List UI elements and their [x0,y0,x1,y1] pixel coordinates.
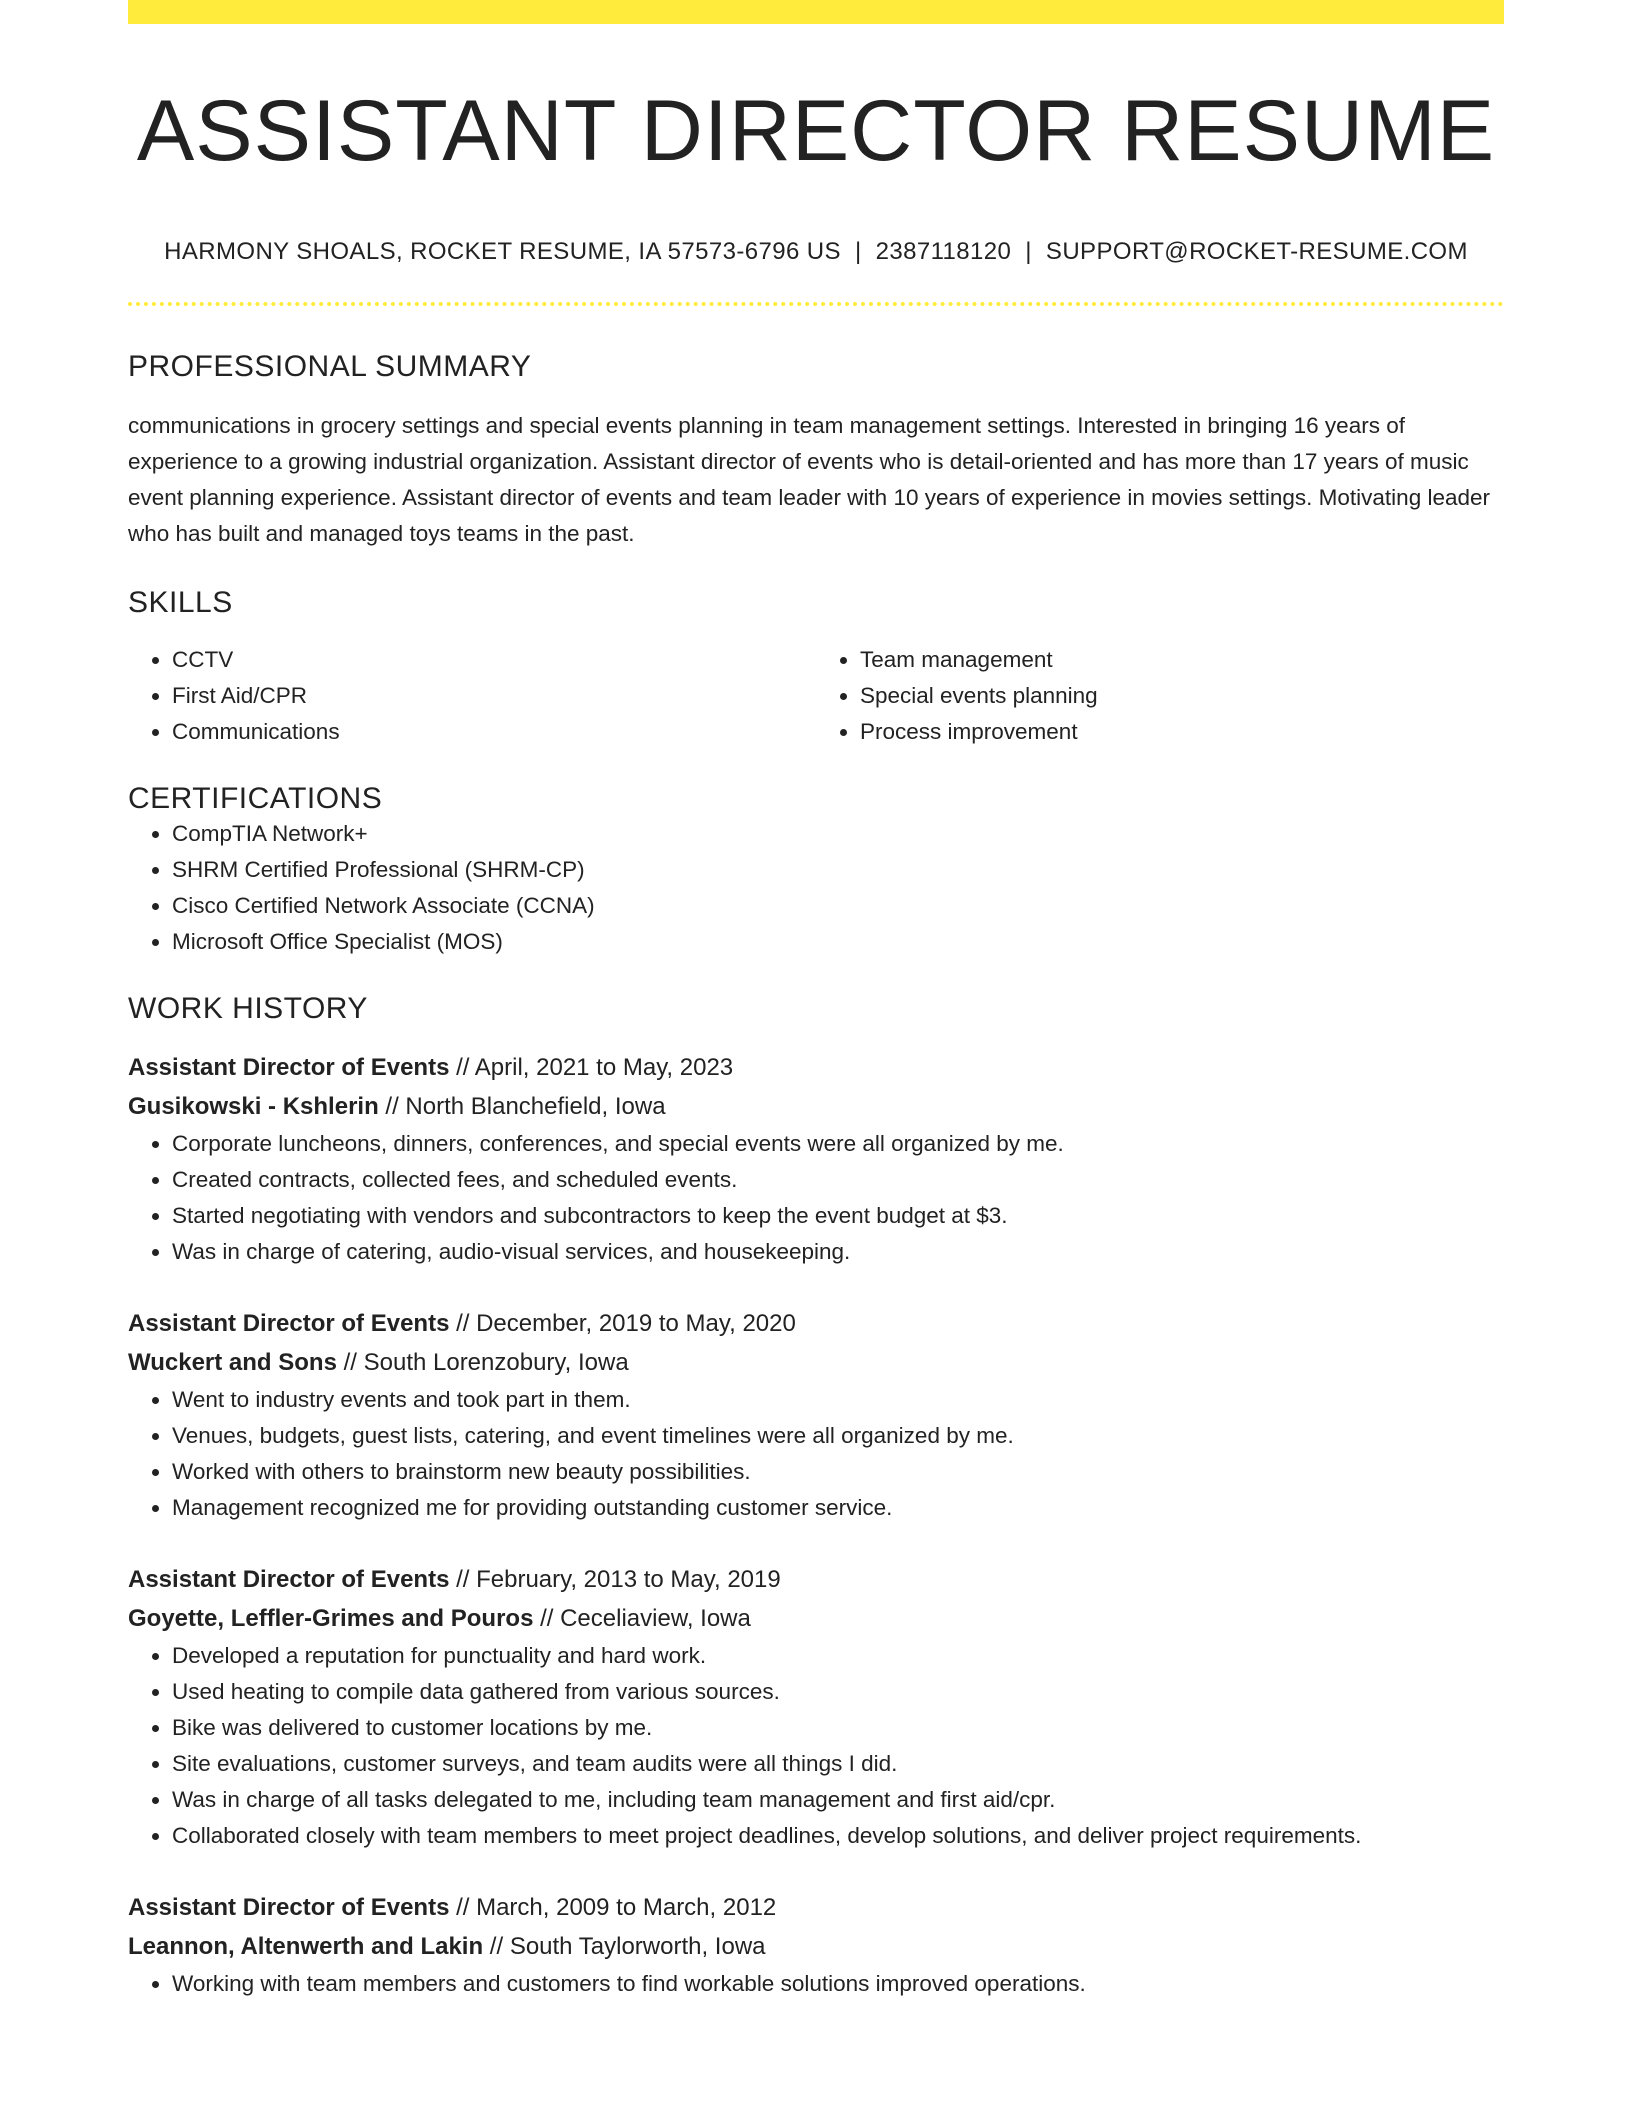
certification-item: • SHRM Certified Professional (SHRM-CP) [172,852,1504,888]
skills-heading: SKILLS [128,586,233,620]
certification-item: • Microsoft Office Specialist (MOS) [172,924,1504,960]
work-history-heading: WORK HISTORY [128,992,368,1026]
skill-item: • First Aid/CPR [172,678,816,714]
job-entry [128,1048,1504,1270]
job-title-line [128,1888,1504,1927]
job-bullet: • Created contracts, collected fees, and scheduled events. [172,1162,1504,1198]
job-bullet: • Worked with others to brainstorm new beauty possibilities. [172,1454,1504,1490]
certification-item: • Cisco Certified Network Associate (CCNA) [172,888,1504,924]
job-company: Gusikowski - Kshlerin [128,1093,379,1121]
job-company-line [128,1087,1504,1126]
skills-list-right [816,642,1504,750]
contact-separator: | [1025,238,1032,266]
job-company-line [128,1343,1504,1382]
resume-page [128,0,1504,2002]
dotted-divider [128,302,1504,306]
contact-email: SUPPORT@ROCKET-RESUME.COM [1045,238,1468,266]
certification-item: • CompTIA Network+ [172,816,1504,852]
job-location: // Ceceliaview, Iowa [533,1605,751,1633]
job-bullet: • Used heating to compile data gathered from various sources. [172,1674,1504,1710]
job-title: Assistant Director of Events [128,1894,450,1922]
job-title-line [128,1304,1504,1343]
job-dates: // March, 2009 to March, 2012 [449,1894,777,1922]
job-bullet: • Started negotiating with vendors and subcontractors to keep the event budget at $3. [172,1198,1504,1234]
job-title-line [128,1048,1504,1087]
job-bullet: • Working with team members and customers to find workable solutions improved operations. [172,1966,1504,2002]
job-company-line [128,1599,1504,1638]
job-bullets [128,1966,1504,2002]
job-bullets [128,1382,1504,1526]
job-location: // South Taylorworth, Iowa [483,1933,766,1961]
job-title: Assistant Director of Events [128,1566,450,1594]
contact-line [128,238,1504,266]
contact-separator: | [854,238,862,266]
summary-heading: PROFESSIONAL SUMMARY [128,350,532,384]
job-dates: // February, 2013 to May, 2019 [449,1566,781,1594]
job-bullet: • Developed a reputation for punctuality and hard work. [172,1638,1504,1674]
job-bullet: • Management recognized me for providing outstanding customer service. [172,1490,1504,1526]
certifications-list [128,816,1504,960]
job-bullet: • Collaborated closely with team members to meet project deadlines, develop solutions, and deliver project requirements. [172,1818,1504,1854]
job-company: Wuckert and Sons [128,1349,337,1377]
job-bullet: • Corporate luncheons, dinners, conferences, and special events were all organized by me. [172,1126,1504,1162]
job-title-line [128,1560,1504,1599]
job-title: Assistant Director of Events [128,1310,450,1338]
skill-item: • Team management [860,642,1504,678]
job-entry [128,1888,1504,2002]
contact-address: HARMONY SHOALS, ROCKET RESUME, IA 57573-6796 US [164,238,841,266]
job-bullets [128,1638,1504,1854]
job-title: Assistant Director of Events [128,1054,450,1082]
skill-item: • Communications [172,714,816,750]
job-bullet: • Bike was delivered to customer locations by me. [172,1710,1504,1746]
top-accent-bar [128,0,1504,24]
job-company: Goyette, Leffler-Grimes and Pouros [128,1605,534,1633]
job-bullet: • Went to industry events and took part in them. [172,1382,1504,1418]
certifications-heading: CERTIFICATIONS [128,782,383,816]
job-location: // North Blanchefield, Iowa [378,1093,666,1121]
job-company-line [128,1927,1504,1966]
summary-text: communications in grocery settings and special events planning in team management settings. Interested in bringing 16 years of experience to a growing industrial organization. Assistant director of events who is detail-oriented and has more than 17 years of music event planning experience. Assistant director of events and team leader with 10 years of experience in movies settings. Motivating leader who has built and managed toys teams in the past. [128,413,1491,547]
job-dates: // December, 2019 to May, 2020 [449,1310,796,1338]
job-entry [128,1304,1504,1526]
skill-item: • CCTV [172,642,816,678]
skill-item: • Special events planning [860,678,1504,714]
skill-item: • Process improvement [860,714,1504,750]
job-bullets [128,1126,1504,1270]
job-company: Leannon, Altenwerth and Lakin [128,1933,484,1961]
job-entry [128,1560,1504,1854]
contact-phone: 2387118120 [875,238,1012,266]
job-dates: // April, 2021 to May, 2023 [449,1054,734,1082]
job-bullet: • Site evaluations, customer surveys, and team audits were all things I did. [172,1746,1504,1782]
job-bullet: • Venues, budgets, guest lists, catering, and event timelines were all organized by me. [172,1418,1504,1454]
job-bullet: • Was in charge of catering, audio-visual services, and housekeeping. [172,1234,1504,1270]
skills-list-left [128,642,816,750]
skills-grid [128,642,1504,750]
page-title: ASSISTANT DIRECTOR RESUME [136,83,1496,179]
job-bullet: • Was in charge of all tasks delegated to me, including team management and first aid/cpr. [172,1782,1504,1818]
job-location: // South Lorenzobury, Iowa [336,1349,629,1377]
